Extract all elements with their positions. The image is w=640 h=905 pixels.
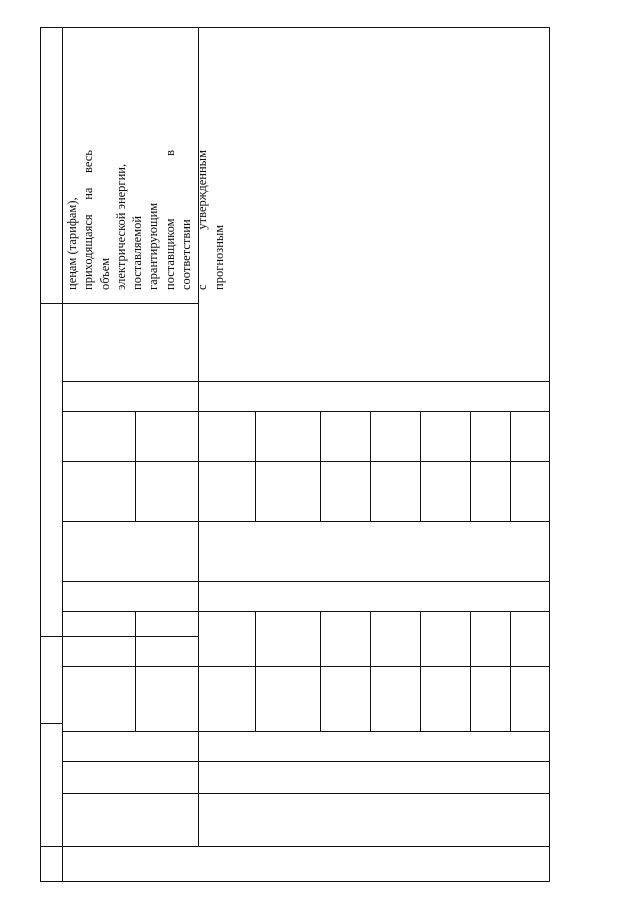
top-line: приходящаяся на весь объем bbox=[81, 150, 112, 290]
top-line: поставщиком в соответствии bbox=[162, 150, 194, 290]
top-line: поставляемой bbox=[130, 215, 145, 290]
top-line: гарантирующим bbox=[146, 202, 161, 290]
top-line: электрической энергии, bbox=[113, 163, 128, 290]
top-line: с утвержденным прогнозным bbox=[195, 150, 226, 290]
top-line: цеңам (тарифам), bbox=[65, 197, 79, 290]
